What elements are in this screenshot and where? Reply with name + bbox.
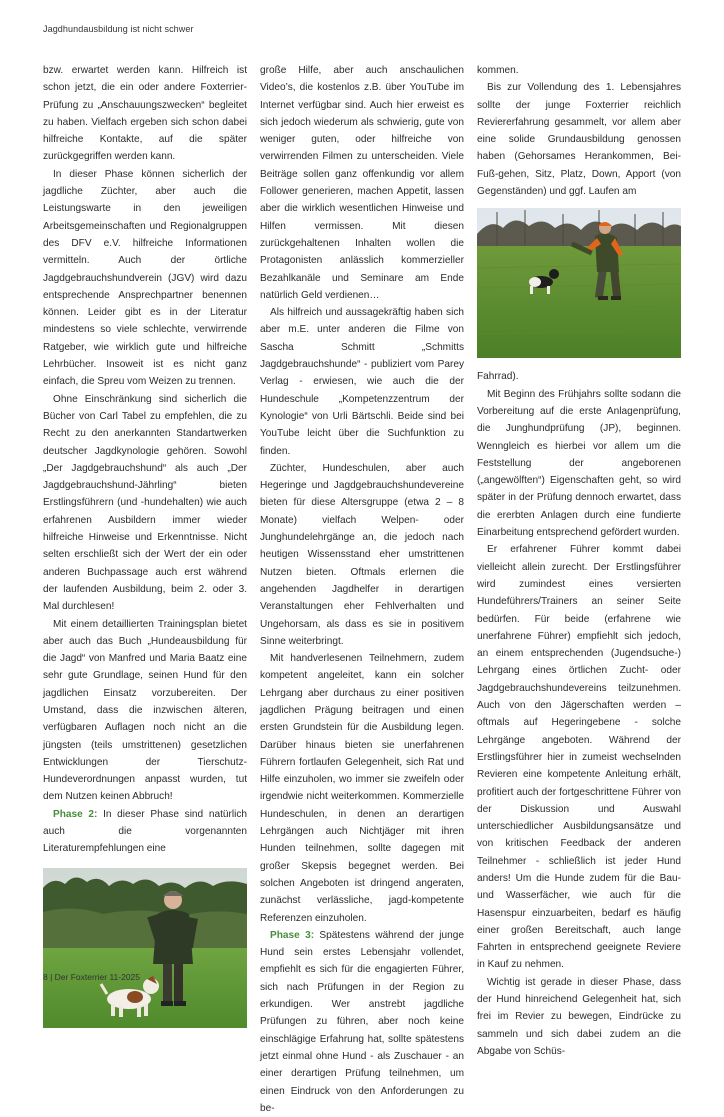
text-column-1 [43, 62, 247, 1034]
paragraph: große Hilfe, aber auch anschaulichen Video’s, die kostenlos z.B. über YouTube im Internet verfügbar sind. Auch hier erweist es sich jedoch wiederum als schwierig, gute von weniger guten, oder hilfreiche von verwirrenden Filmen zu unterscheiden. Viele Beiträge sollen ganz offenkundig vor allem Follower generieren, machen Appetit, lassen aber die wirklich wesentlichen Hinweise und Hilfen vermissen. Mit diesen zurückgehaltenen Inhalten wollen die Protagonisten anlässlich kommerzieller Bezahlkanäle und Seminare am Ende natürlich Geld verdienen… [260, 65, 464, 301]
paragraph: Züchter, Hundeschulen, aber auch Hegeringe und Jagdgebrauchshundevereine bieten für diese Altersgruppe (etwa 2 – 8 Monate) vielfach Welpen- oder Junghundelehrgänge an, die jedoch nach heutigen Wissensstand eher umstrittenen Nutzen bieten. Oftmals erlernen die angehenden Jagdhelfer in derartigen Veranstaltungen eher Fehlverhalten und Ungehorsam, als dass es sie in positivem Sinne weiterbringt. [260, 462, 464, 647]
text-column-3 [477, 62, 681, 1060]
paragraph-phase-2 [43, 806, 247, 858]
paragraph: Mit handverlesenen Teilnehmern, zudem kompetent angeleitet, kann ein solcher Lehrgang aber durchaus zu einer positiven jagdlichen Prägung beitragen und einen ersten Grundstein für die Ausbildung legen. Darüber hinaus bieten sie unerfahrenen Führern fortlaufen Gelegenheit, sich Rat und Hilfe einzuholen, wo immer sie zweifeln oder irgendwie nicht weiterkommen. Kommerzielle Hundeschulen, in denen an derartigen Lehrgängen auch Nichtjäger mit ihren Hunden teilnehmen, sollte dagegen mit großer Skepsis begegnet werden. Bei solchen Angeboten ist dringend angeraten, zunächst verlässliche, jagd-kompetente Referenzen einzuholen. [260, 653, 464, 924]
paragraph: In dieser Phase können sicherlich der jagdliche Züchter, aber auch die Leistungswarte in den jeweiligen Arbeitsgemeinschaften und Regionalgruppen des DFV e.V. hilfreiche Informationen vermitteln. Auch der örtliche Jagdgebrauchshundverein (JGV) wird dazu entsprechende Ansprechpartner benennen können. Leider gibt es in der Literatur mindestens so viele schlechte, verwirrende Ratgeber, wie wirklich gute und hilfreiche Lehrbücher. Insoweit ist es nicht ganz einfach, die Spreu vom Weizen zu trennen. [43, 168, 247, 388]
phase-2-label: Phase 2: [53, 808, 98, 820]
paragraph: Mit Beginn des Frühjahrs sollte sodann die Vorbereitung auf die erste Anlagenprüfung, die Junghundprüfung (JP), beginnen. Wenngleich es hierbei vor allem um die Feststellung der angeborenen („angewölften“) Eigenschaften geht, so wird später in der Prüfung dennoch erwartet, dass die ererbten Anlagen durch eine fundierte Einarbeitung entsprechend gefördert wurden. [477, 388, 681, 539]
text-column-2 [260, 62, 464, 1117]
photo-handler-in-field [477, 208, 681, 358]
paragraph: Mit einem detaillierten Trainingsplan bietet aber auch das Buch „Hundeausbildung für die Jagd“ von Manfred und Maria Baatz eine sehr gute Grundlage, seinen Hund für den jagdlichen Einsatz vorzubereiten. Der Umstand, dass die inzwischen älteren, verfügbaren Auflagen noch nicht an die jüngsten (teils umstrittenen) gesetzlichen Entwicklungen der Tierschutz-Hundeverordnungen anpasst wurden, tut dem Nutzen keinen Abbruch! [43, 618, 247, 803]
running-header: Jagdhundausbildung ist nicht schwer [43, 24, 194, 34]
paragraph: Als hilfreich und aussagekräftig haben sich aber m.E. unter anderen die Filme von Sascha Schmitt „Schmitts Jagdgebrauchshunde“ - publiziert vom Parey Verlag - erwiesen, wie auch die der Hundeschule „Kompetenzzentrum der Kynologie“ von Urli Bärtschli. Beide sind bei YouTube leicht über die Suchfunktion zu finden. [260, 307, 464, 457]
paragraph: Fahrrad). [477, 371, 519, 383]
paragraph: Er erfahrener Führer kommt dabei vielleicht allein zurecht. Der Erstlingsführer wird zumindest eines versierten Hundeführers/Trainers an seiner Seite bedürfen. Für beide (erfahrene wie unerfahrene Führer) empfiehlt sich jedoch, an einem entsprechenden (Jugendsuche-) Lehrgang eines örtlichen Zucht- oder Jagdgebrauchshundevereins teilzunehmen. Auch von den Jägerschaften werden – oftmals auf Hegeringebene - solche Lehrgänge angeboten. Während der Erstlingsführer hier in zumeist wechselnden Revieren eine kompetente Anleitung erhält, profitiert auch der fortgeschrittene Führer von der Diskussion und Auswahl unterschiedlicher Ausbildungsansätze und von kritischen Feedback der anderen Teilnehmer - schließlich ist jeder Hund anders! Um die Hunde zudem für die Bau- und Wasserfächer, wie auch für die Hasenspur einzuarbeiten, bedarf es häufig einer großen Bereitschaft, auch lange Fahrten in entsprechend geeignete Reviere in Kauf zu nehmen. [477, 544, 681, 971]
paragraph-text: In dieser Phase sind natürlich auch die vorgenannten Literaturempfehlungen eine [43, 808, 247, 855]
page-footer: 8 | Der Foxterrier 11-2025 [43, 972, 141, 982]
paragraph: Ohne Einschränkung sind sicherlich die Bücher von Carl Tabel zu empfehlen, die zu Recht zu den anerkannten Standartwerken deutscher Jagdkynologie gehören. Sowohl „Der Jagdgebrauchshund“ als auch „Der Jagdgebrauchshund-Jährling“ bieten Erstlingsführern (und -hundehalten) wie auch erfahrenen Ausbildern immer wieder hilfreiche Hinweise und Erkenntnisse. Nicht selten erschließt sich der Wert der ein oder anderen Buchpassage auch erst während der laufenden Ausbildung, beim 2. oder 3. Mal durchlesen! [43, 393, 247, 613]
paragraph: Wichtig ist gerade in dieser Phase, dass der Hund hinreichend Gelegenheit hat, sich frei im Revier zu bewegen, Eindrücke zu sammeln und sich dabei zudem an die Abgabe von Schüs- [477, 976, 681, 1057]
paragraph-text: Spätestens während der junge Hund sein erstes Lebensjahr vollendet, empfiehlt es sich für die engagierten Führer, sich nach Prüfungen in der Region zu erkundigen. Wer anstrebt jagdliche Prüfungen zu führen, aber noch keine einschlägige Erfahrung hat, sollte spätestens jetzt einmal ohne Hund - als Zuschauer - an einer derartigen Prüfung teilnehmen, um einen Eindruck von den Anforderungen zu be- [260, 929, 464, 1114]
photo-handler-with-terrier [43, 868, 247, 1028]
paragraph: Bis zur Vollendung des 1. Lebensjahres sollte der junge Foxterrier reichlich Reviererfahrung gesammelt, vor allem aber eine solide Grundausbildung genossen haben (Gehorsames Herankommen, Bei-Fuß-gehen, Sitz, Platz, Down, Apport (von Gegenständen) und ggf. Laufen am [477, 82, 681, 198]
paragraph: bzw. erwartet werden kann. Hilfreich ist schon jetzt, die ein oder andere Foxterrier-Prüfung zu „Anschauungszwecken“ begleitet zu haben. Vielfach ergeben sich schon dabei hilfreiche Kontakte, auf die später zurückgegriffen werden kann. [43, 65, 247, 163]
paragraph-phase-3 [260, 927, 464, 1117]
phase-3-label: Phase 3: [270, 929, 315, 941]
paragraph: kommen. [477, 65, 519, 76]
